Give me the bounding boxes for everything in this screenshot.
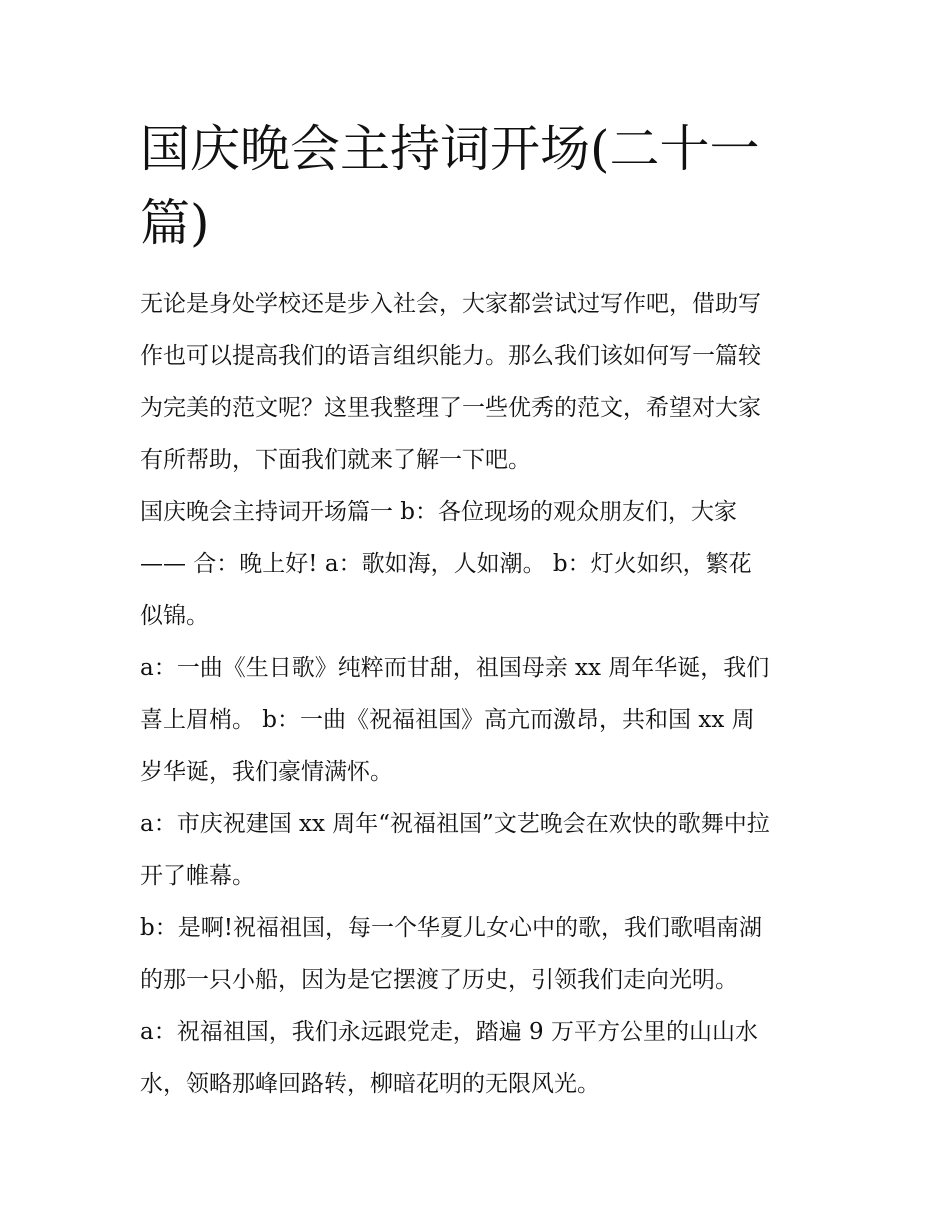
text-line: 无论是身处学校还是步入社会，大家都尝试过写作吧，借助写 <box>140 291 761 317</box>
text-line: 作也可以提高我们的语言组织能力。那么我们该如何写一篇较 <box>140 343 761 369</box>
intro-paragraph <box>140 278 812 486</box>
text-line: —— 合：晚上好! a：歌如海，人如潮。 b：灯火如织，繁花 <box>140 551 752 577</box>
text-line: 的那一只小船，因为是它摆渡了历史，引领我们走向光明。 <box>140 967 738 993</box>
text-line: a：市庆祝建国 xx 周年“祝福祖国”文艺晚会在欢快的歌舞中拉 <box>140 811 770 837</box>
text-line: a：祝福祖国，我们永远跟党走，踏遍 9 万平方公里的山山水 <box>140 1019 758 1045</box>
document-title <box>140 112 812 260</box>
body-paragraph <box>140 1006 812 1110</box>
text-line: 喜上眉梢。 b：一曲《祝福祖国》高亢而激昂，共和国 xx 周 <box>140 707 755 733</box>
body-paragraph <box>140 902 812 1006</box>
text-line: 似锦。 <box>140 603 209 629</box>
text-line: 岁华诞，我们豪情满怀。 <box>140 759 393 785</box>
document-content <box>140 112 812 1110</box>
text-line: 为完美的范文呢？这里我整理了一些优秀的范文，希望对大家 <box>140 395 761 421</box>
body-paragraph <box>140 642 812 798</box>
body-paragraph <box>140 798 812 902</box>
text-line: b：是啊!祝福祖国，每一个华夏儿女心中的歌，我们歌唱南湖 <box>140 915 762 941</box>
title-line: 国庆晚会主持词开场(二十一 <box>140 120 760 178</box>
text-line: 国庆晚会主持词开场篇一 b：各位现场的观众朋友们，大家 <box>140 499 738 525</box>
text-line: a：一曲《生日歌》纯粹而甘甜，祖国母亲 xx 周年华诞，我们 <box>140 655 770 681</box>
body-paragraph <box>140 486 812 642</box>
title-line: 篇) <box>140 194 210 252</box>
text-line: 水，领略那峰回路转，柳暗花明的无限风光。 <box>140 1071 600 1097</box>
text-line: 开了帷幕。 <box>140 863 255 889</box>
text-line: 有所帮助，下面我们就来了解一下吧。 <box>140 447 531 473</box>
